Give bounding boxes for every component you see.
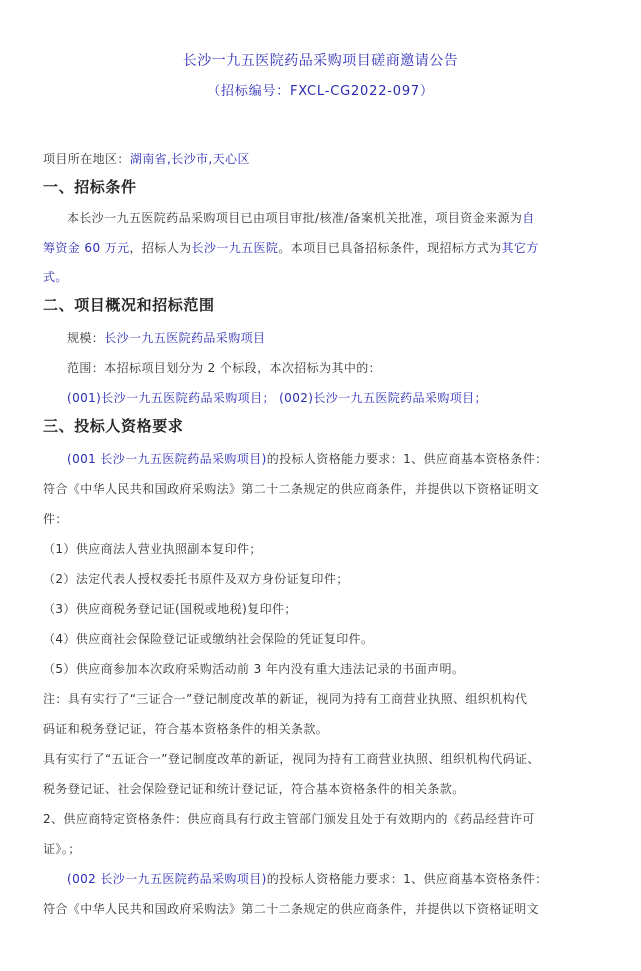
- fund-amount: 筹资金 60 万元: [43, 241, 130, 255]
- section-1-text-b: ，招标人为: [129, 241, 192, 255]
- section-1-line-2: [43, 241, 603, 255]
- lot-002-requirement: [67, 872, 603, 886]
- note-line: 码证和税务登记证，符合基本资格条件的相关条款。: [43, 722, 329, 736]
- list-item: （5）供应商参加本次政府采购活动前 3 年内没有重大违法记录的书面声明。: [43, 662, 465, 676]
- note-line: 税务登记证、社会保险登记证和统计登记证，符合基本资格条件的相关条款。: [43, 782, 465, 796]
- document-title: 长沙一九五医院药品采购项目磋商邀请公告: [182, 53, 459, 69]
- project-region: [43, 152, 603, 166]
- lot-001-name: (001 长沙一九五医院药品采购项目): [67, 452, 267, 466]
- law-line-end: 件：: [43, 512, 68, 526]
- lots-line: (001)长沙一九五医院药品采购项目； (002)长沙一九五医院药品采购项目；: [67, 391, 487, 405]
- list-item: （2）法定代表人授权委托书原件及双方身份证复印件；: [43, 572, 349, 586]
- lot-001-requirement: [67, 452, 603, 466]
- list-item: （3）供应商税务登记证(国税或地税)复印件；: [43, 602, 297, 616]
- law-line: 符合《中华人民共和国政府采购法》第二十二条规定的供应商条件，并提供以下资格证明文: [43, 482, 540, 496]
- list-item: （1）供应商法人营业执照副本复印件；: [43, 542, 262, 556]
- section-1-line-1: [67, 211, 603, 225]
- scale-value: 长沙一九五医院药品采购项目: [104, 331, 266, 345]
- lot-001-text: 的投标人资格能力要求：1、供应商基本资格条件：: [266, 452, 548, 466]
- tender-method: 其它方: [501, 241, 539, 255]
- lot-002-text: 的投标人资格能力要求：1、供应商基本资格条件：: [266, 872, 548, 886]
- law-line: 符合《中华人民共和国政府采购法》第二十二条规定的供应商条件，并提供以下资格证明文: [43, 902, 540, 916]
- section-2-heading: 二、项目概况和招标范围: [43, 296, 215, 314]
- note-line: 注：具有实行了“三证合一”登记制度改革的新证，视同为持有工商营业执照、组织机构代: [43, 692, 528, 706]
- section-1-heading: 一、招标条件: [43, 178, 137, 196]
- section-3-heading: 三、投标人资格要求: [43, 417, 184, 435]
- scale-label: 规模：: [67, 331, 105, 345]
- lot-002-name: (002 长沙一九五医院药品采购项目): [67, 872, 267, 886]
- list-item: （4）供应商社会保险登记证或缴纳社会保险的凭证复印件。: [43, 632, 374, 646]
- section-1-line-3: 式。: [43, 270, 68, 284]
- note-line: 具有实行了“五证合一”登记制度改革的新证，视同为持有工商营业执照、组织机构代码证、: [43, 752, 540, 766]
- tender-code: （招标编号：FXCL-CG2022-097）: [207, 84, 434, 99]
- section-1-text-c: 。本项目已具备招标条件，现招标方式为: [278, 241, 502, 255]
- region-label: 项目所在地区：: [43, 152, 130, 166]
- special-requirement-end: 证》。；: [43, 842, 81, 856]
- fund-source-start: 自: [522, 211, 535, 225]
- section-1-text-a: 本长沙一九五医院药品采购项目已由项目审批/核准/备案机关批准，项目资金来源为: [67, 211, 523, 225]
- special-requirement: 2、供应商特定资格条件：供应商具有行政主管部门颁发且处于有效期内的《药品经营许可: [43, 812, 535, 826]
- scale-line: [67, 331, 603, 345]
- range-line: 范围：本招标项目划分为 2 个标段，本次招标为其中的：: [67, 361, 382, 375]
- region-value: 湖南省,长沙市,天心区: [129, 152, 250, 166]
- tenderer-name: 长沙一九五医院: [191, 241, 279, 255]
